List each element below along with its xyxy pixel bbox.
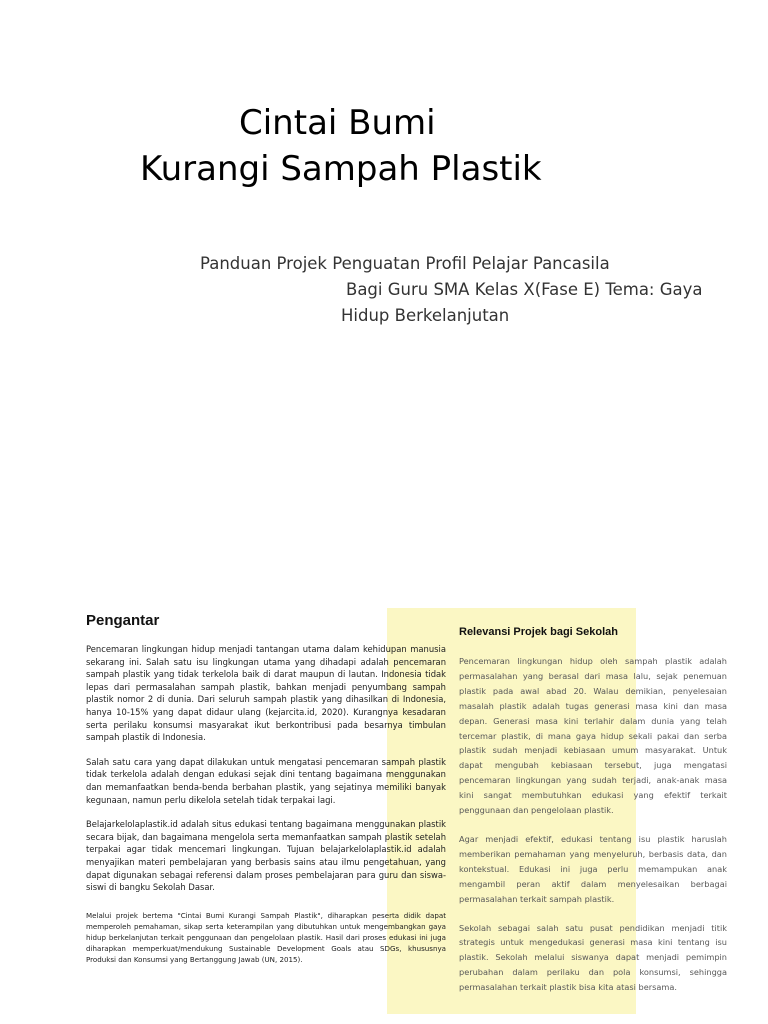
subtitle-line-1: Panduan Projek Penguatan Profil Pelajar Pancasila <box>200 254 610 273</box>
relevance-paragraph: Pencemaran lingkungan hidup oleh sampah plastik adalah permasalahan yang berasal dari masa lalu, sejak penemuan plastik pada awal abad 20. Walau demikian, penyelesaian masalah plastik adalah tugas generasi masa kini dan masa depan. Generasi masa kini terlahir dalam dunia yang telah tercemar plastik, di mana gaya hidup sekali pakai dan serba plastik sudah menjadi kebiasaan umum masyarakat. Untuk dapat mengubah kebiasaan tersebut, juga mengatasi pencemaran lingkungan yang sudah terjadi, anak-anak masa kini sangat membutuhkan edukasi yang efektif terkait penggunaan dan pengelolaan plastik. <box>459 656 727 816</box>
intro-paragraph: Belajarkelolaplastik.id adalah situs edukasi tentang bagaimana menggunakan plastik secara bijak, dan bagaimana mengelola serta memanfaatkan sampah plastik setelah terpakai agar tidak mencemari lingkungan. Tujuan belajarkelolaplastik.id adalah menyajikan materi pembelajaran yang berbasis sains atau ilmu pengetahuan, yang dapat digunakan sebagai referensi dalam proses pembelajaran para guru dan siswa-siswi di bangku Sekolah Dasar. <box>86 819 446 893</box>
document-title <box>140 100 600 192</box>
relevance-heading: Relevansi Projek bagi Sekolah <box>459 626 618 638</box>
subtitle-line-3: Hidup Berkelanjutan <box>341 306 510 325</box>
title-line-1: Cintai Bumi <box>239 103 436 143</box>
intro-paragraph: Pencemaran lingkungan hidup menjadi tantangan utama dalam kehidupan manusia sekarang ini. Salah satu isu lingkungan utama yang dihadapi adalah pencemaran sampah plastik yang tidak terkelola baik di darat maupun di lautan. Indonesia tidak lepas dari permasalahan sampah plastik, bahkan menjadi penyumbang sampah plastik nomor 2 di dunia. Dari seluruh sampah plastik yang dihasilkan di Indonesia, hanya 10-15% yang dapat didaur ulang (kejarcita.id, 2020). Kurangnya kesadaran serta perilaku konsumsi masyarakat ikut berkontribusi pada besarnya timbulan sampah plastik di Indonesia. <box>86 644 446 743</box>
document-subtitle <box>200 251 720 329</box>
intro-heading: Pengantar <box>86 612 160 629</box>
title-line-2: Kurangi Sampah Plastik <box>140 149 542 189</box>
intro-section <box>86 612 446 977</box>
relevance-paragraph: Sekolah sebagai salah satu pusat pendidikan menjadi titik strategis untuk mengedukasi generasi masa kini tentang isu plastik. Sekolah melalui siswanya dapat menjadi pemimpin perubahan dalam perilaku dan pola konsumsi, sehingga permasalahan terkait plastik bisa kita atasi bersama. <box>459 922 727 993</box>
relevance-paragraph: Agar menjadi efektif, edukasi tentang isu plastik haruslah memberikan pemahaman yang menyeluruh, berbasis data, dan kontekstual. Edukasi ini juga perlu memampukan anak mengambil peran aktif dalam menyelesaikan berbagai permasalahan terkait sampah plastik. <box>459 833 727 904</box>
relevance-section <box>459 626 727 1009</box>
intro-paragraph: Melalui projek bertema "Cintai Bumi Kurangi Sampah Plastik", diharapkan peserta didik dapat memperoleh pemahaman, sikap serta keterampilan yang dibutuhkan untuk mengembangkan gaya hidup berkelanjutan terkait penggunaan dan pengelolaan plastik. Hasil dari proses edukasi ini juga diharapkan memperkuat/mendukung Sustainable Development Goals atau SDGs, khususnya Produksi dan Konsumsi yang Bertanggung Jawab (UN, 2015). <box>86 910 446 964</box>
intro-paragraph: Salah satu cara yang dapat dilakukan untuk mengatasi pencemaran sampah plastik tidak terkelola adalah dengan edukasi sejak dini tentang bagaimana menggunakan dan memanfaatkan benda-benda berbahan plastik, yang sejatinya memiliki banyak kegunaan, namun perlu dikelola setelah tidak terpakai lagi. <box>86 756 446 805</box>
subtitle-line-2: Bagi Guru SMA Kelas X(Fase E) Tema: Gaya <box>346 280 703 299</box>
